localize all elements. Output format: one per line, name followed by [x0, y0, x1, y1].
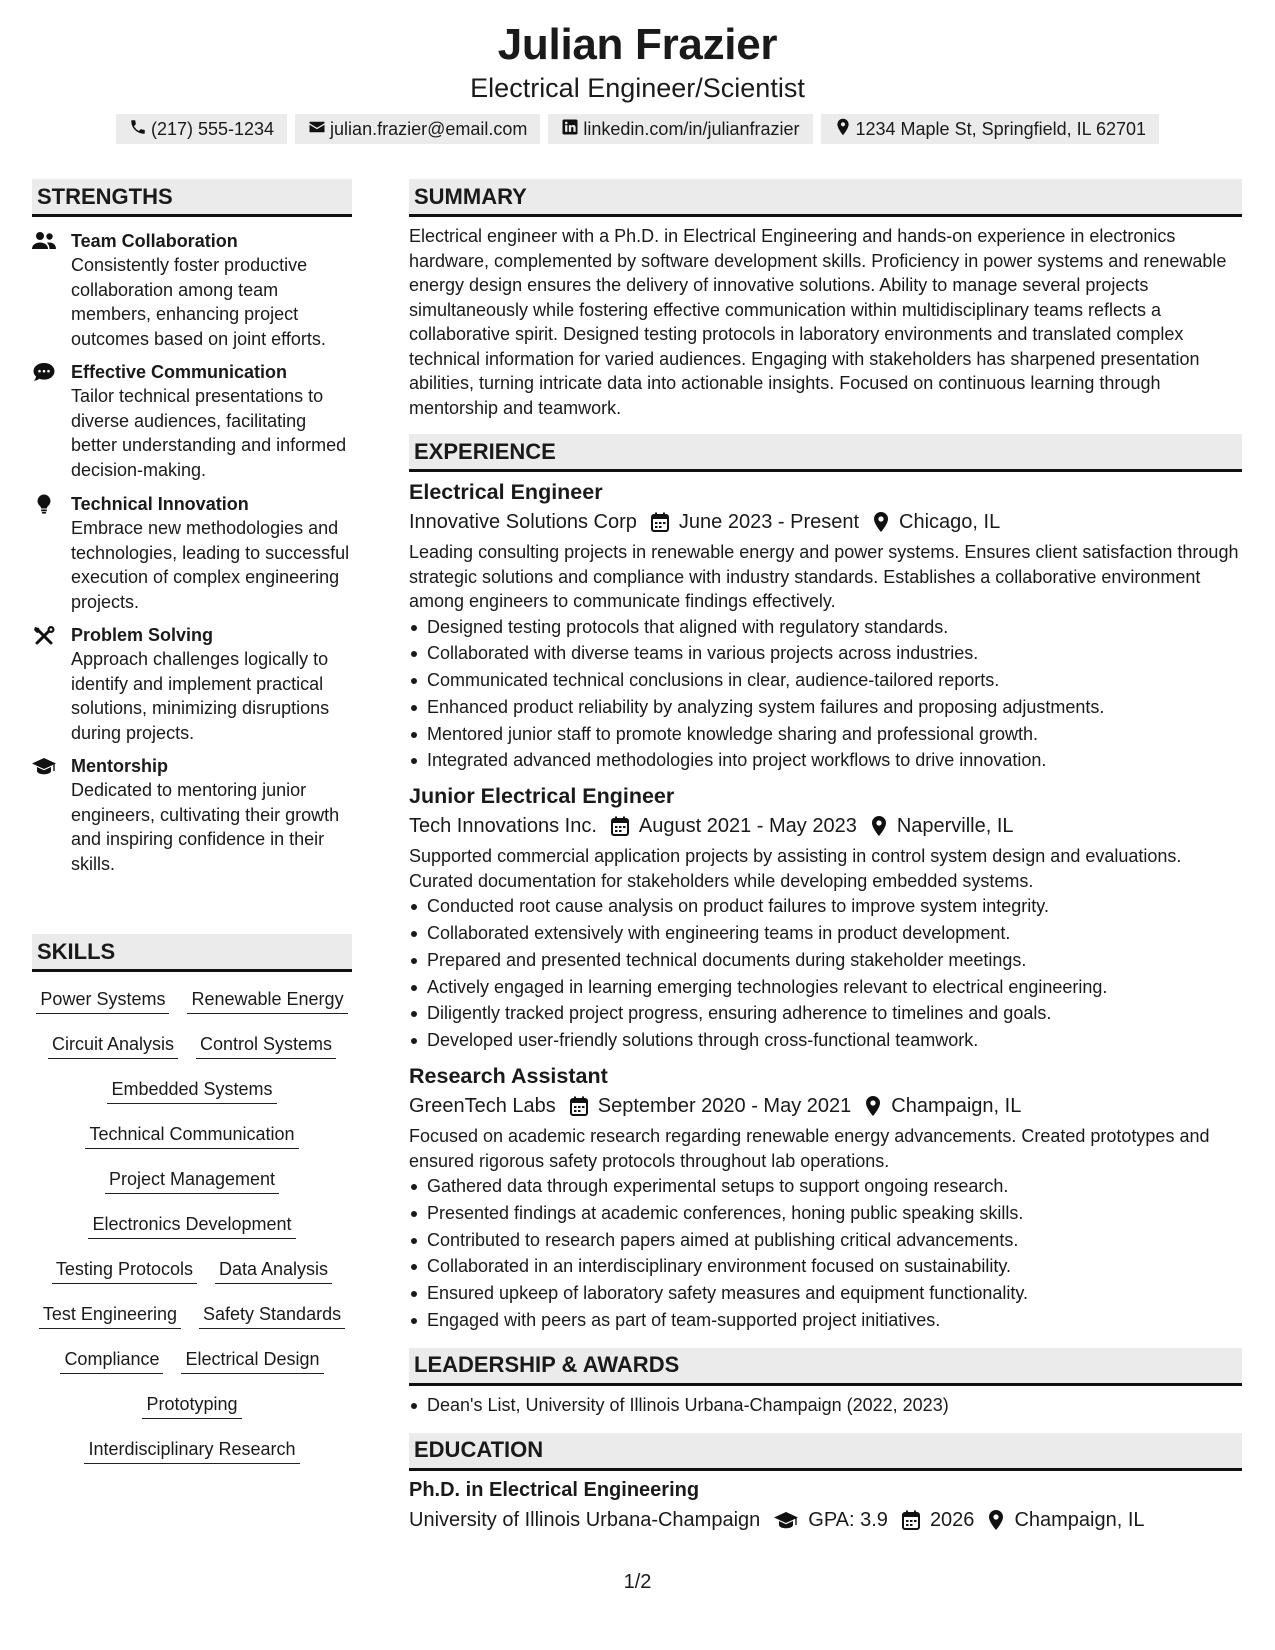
calendar-icon: [611, 816, 629, 836]
leadership-list: [409, 1392, 1242, 1419]
contact-email[interactable]: [295, 114, 540, 144]
map-pin-icon: [873, 512, 889, 532]
skill-row: [32, 1257, 352, 1302]
skill-row: [32, 987, 352, 1032]
job-bullet: Presented findings at academic conferences, honing public speaking skills.: [427, 1200, 1242, 1227]
contact-phone[interactable]: [116, 114, 287, 144]
job-title: Junior Electrical Engineer: [409, 784, 675, 809]
skill-row: [32, 1122, 352, 1167]
skill-chip: Interdisciplinary Research: [84, 1437, 299, 1464]
left-column: [32, 179, 352, 1459]
skills-heading: SKILLS: [32, 934, 352, 972]
contact-email-text: julian.frazier@email.com: [330, 118, 528, 139]
job-bullet: Communicated technical conclusions in clear, audience-tailored reports.: [427, 667, 1242, 694]
strength-desc: Consistently foster productive collaboration among team members, enhancing project outcomes based on joint efforts.: [71, 255, 326, 349]
job-bullet: Conducted root cause analysis on product failures to improve system integrity.: [427, 893, 1242, 920]
skill-chip: Electrical Design: [181, 1347, 323, 1374]
education-degree: Ph.D. in Electrical Engineering: [409, 1478, 700, 1501]
graduation-cap-icon: [774, 1510, 798, 1530]
skill-row: [32, 1392, 352, 1437]
strength-name: Effective Communication: [71, 362, 288, 382]
map-pin-icon: [871, 816, 887, 836]
skill-chip: Control Systems: [196, 1032, 336, 1059]
skill-chip: Power Systems: [36, 987, 169, 1014]
strength-desc: Tailor technical presentations to diverse audiences, facilitating better understanding and informed decision-making.: [71, 386, 347, 480]
job-bullet: Contributed to research papers aimed at publishing critical advancements.: [427, 1227, 1242, 1254]
speech-bubble-icon: [32, 362, 56, 382]
job-entry: [409, 1062, 1242, 1334]
job-bullet: Integrated advanced methodologies into project workflows to drive innovation.: [427, 747, 1242, 774]
candidate-title: Electrical Engineer/Scientist: [470, 73, 805, 103]
skill-chip: Project Management: [105, 1167, 279, 1194]
skill-chip: Renewable Energy: [187, 987, 347, 1014]
strength-desc: Embrace new methodologies and technologies, leading to successful execution of complex engineering projects.: [71, 518, 350, 612]
job-bullet: Collaborated extensively with engineering teams in product development.: [427, 920, 1242, 947]
map-pin-icon: [865, 1096, 881, 1116]
job-bullet: Designed testing protocols that aligned with regulatory standards.: [427, 614, 1242, 641]
skill-row: [32, 1212, 352, 1257]
job-dates: June 2023 - Present: [678, 511, 860, 533]
candidate-name: Julian Frazier: [497, 20, 778, 69]
page-number: 1/2: [623, 1571, 652, 1593]
job-company: Tech Innovations Inc.: [409, 815, 597, 838]
education-location: Champaign, IL: [1014, 1508, 1145, 1531]
skill-row: [32, 1347, 352, 1392]
linkedin-icon: [561, 118, 579, 141]
job-company: GreenTech Labs: [409, 1095, 556, 1118]
envelope-icon: [308, 118, 326, 141]
skill-chip: Embedded Systems: [107, 1077, 276, 1104]
job-bullet: Collaborated in an interdisciplinary environment focused on sustainability.: [427, 1253, 1242, 1280]
job-location: Naperville, IL: [896, 815, 1014, 838]
strength-name: Mentorship: [71, 756, 168, 776]
job-bullet: Enhanced product reliability by analyzing system failures and proposing adjustments.: [427, 694, 1242, 721]
strength-desc: Approach challenges logically to identify and implement practical solutions, minimizing disruptions during projects.: [71, 649, 330, 743]
summary-heading: SUMMARY: [409, 179, 1242, 217]
job-dates: August 2021 - May 2023: [638, 815, 857, 838]
job-company: Innovative Solutions Corp: [409, 511, 637, 533]
job-bullet: Prepared and presented technical documents during stakeholder meetings.: [427, 947, 1242, 974]
job-bullet: Mentored junior staff to promote knowledge sharing and professional growth.: [427, 721, 1242, 748]
contact-address: [821, 114, 1160, 144]
job-bullet: Developed user-friendly solutions through cross-functional teamwork.: [427, 1027, 1242, 1054]
job-bullet: Gathered data through experimental setups to support ongoing research.: [427, 1173, 1242, 1200]
graduation-cap-icon: [32, 756, 56, 776]
strength-name: Technical Innovation: [71, 494, 249, 514]
calendar-icon: [902, 1510, 920, 1530]
calendar-icon: [651, 512, 669, 532]
strength-desc: Dedicated to mentoring junior engineers, cultivating their growth and inspiring confidence in their skills.: [71, 780, 340, 874]
skill-row: [32, 1077, 352, 1122]
skill-chip: Electronics Development: [88, 1212, 295, 1239]
skill-row: [32, 1302, 352, 1347]
job-entry: [409, 478, 1242, 774]
calendar-icon: [570, 1096, 588, 1116]
skills-list: [32, 987, 352, 1482]
skill-chip: Technical Communication: [85, 1122, 298, 1149]
job-bullets: [409, 893, 1242, 1054]
skill-chip: Safety Standards: [199, 1302, 345, 1329]
leadership-heading: LEADERSHIP & AWARDS: [409, 1348, 1242, 1386]
phone-icon: [129, 118, 147, 141]
skill-chip: Prototyping: [142, 1392, 241, 1419]
job-location: Champaign, IL: [891, 1095, 1022, 1118]
skill-chip: Compliance: [60, 1347, 163, 1374]
skill-chip: Data Analysis: [215, 1257, 332, 1284]
users-icon: [32, 231, 56, 251]
job-bullets: [409, 614, 1242, 775]
job-dates: September 2020 - May 2021: [597, 1095, 852, 1118]
tools-icon: [32, 625, 56, 645]
map-pin-icon: [834, 118, 852, 141]
contact-phone-text: (217) 555-1234: [150, 118, 275, 139]
award-item: Dean's List, University of Illinois Urbana-Champaign (2022, 2023): [427, 1392, 1242, 1419]
job-location: Chicago, IL: [899, 511, 1001, 533]
job-entry: [409, 782, 1242, 1054]
education-school: University of Illinois Urbana-Champaign: [409, 1508, 761, 1531]
job-meta: [409, 812, 1242, 840]
skill-row: [32, 1437, 352, 1482]
job-bullets: [409, 1173, 1242, 1334]
summary-text: Electrical engineer with a Ph.D. in Electrical Engineering and hands-on experience in electronics hardware, complemented by software development skills. Proficiency in power systems and renewable energy design ensures the delivery of innovative solutions. Ability to manage several projects simultaneously while fostering effective communication within multidisciplinary teams reflects a collaborative spirit. Designed testing protocols in laboratory environments and translated complex technical information for varied audiences. Engaging with stakeholders has sharpened presentation abilities, turning intricate data into actionable insights. Focused on continuous learning through mentorship and teamwork.: [409, 226, 1227, 418]
job-bullet: Ensured upkeep of laboratory safety measures and equipment functionality.: [427, 1280, 1242, 1307]
contact-address-text: 1234 Maple St, Springfield, IL 62701: [855, 118, 1147, 139]
skill-row: [32, 1032, 352, 1077]
strength-name: Team Collaboration: [71, 231, 238, 251]
strengths-heading: STRENGTHS: [32, 179, 352, 217]
experience-heading: EXPERIENCE: [409, 434, 1242, 472]
job-description: Supported commercial application projects by assisting in control system design and evaluations. Curated documentation for stakeholders while developing embedded systems.: [409, 846, 1182, 891]
education-meta: [409, 1506, 1242, 1534]
resume-header: [0, 18, 1275, 144]
education-year: 2026: [929, 1508, 975, 1531]
contact-bar: [0, 114, 1275, 144]
contact-linkedin[interactable]: [548, 114, 812, 144]
skill-row: [32, 1167, 352, 1212]
education-heading: EDUCATION: [409, 1433, 1242, 1471]
strength-name: Problem Solving: [71, 625, 214, 645]
job-description: Leading consulting projects in renewable energy and power systems. Ensures client satisfaction through strategic solutions and compliance with industry standards. Establishes a collaborative environment among engineers to communicate findings effectively.: [409, 542, 1239, 611]
lightbulb-icon: [32, 494, 56, 514]
contact-linkedin-text: linkedin.com/in/julianfrazier: [583, 118, 800, 139]
education-gpa: GPA: 3.9: [808, 1508, 888, 1531]
job-description: Focused on academic research regarding renewable energy advancements. Created prototypes and ensured rigorous safety protocols throughout lab operations.: [409, 1126, 1210, 1171]
skill-chip: Test Engineering: [39, 1302, 181, 1329]
job-bullet: Engaged with peers as part of team-supported project initiatives.: [427, 1307, 1242, 1334]
job-title: Research Assistant: [409, 1064, 608, 1089]
job-bullet: Collaborated with diverse teams in various projects across industries.: [427, 640, 1242, 667]
map-pin-icon: [988, 1510, 1004, 1530]
skill-chip: Testing Protocols: [52, 1257, 197, 1284]
job-meta: [409, 508, 1242, 536]
job-bullet: Diligently tracked project progress, ensuring adherence to timelines and goals.: [427, 1000, 1242, 1027]
skill-chip: Circuit Analysis: [48, 1032, 178, 1059]
job-meta: [409, 1092, 1242, 1120]
job-bullet: Actively engaged in learning emerging technologies relevant to electrical engineering.: [427, 974, 1242, 1001]
job-title: Electrical Engineer: [409, 480, 603, 504]
right-column: [409, 179, 1242, 1534]
